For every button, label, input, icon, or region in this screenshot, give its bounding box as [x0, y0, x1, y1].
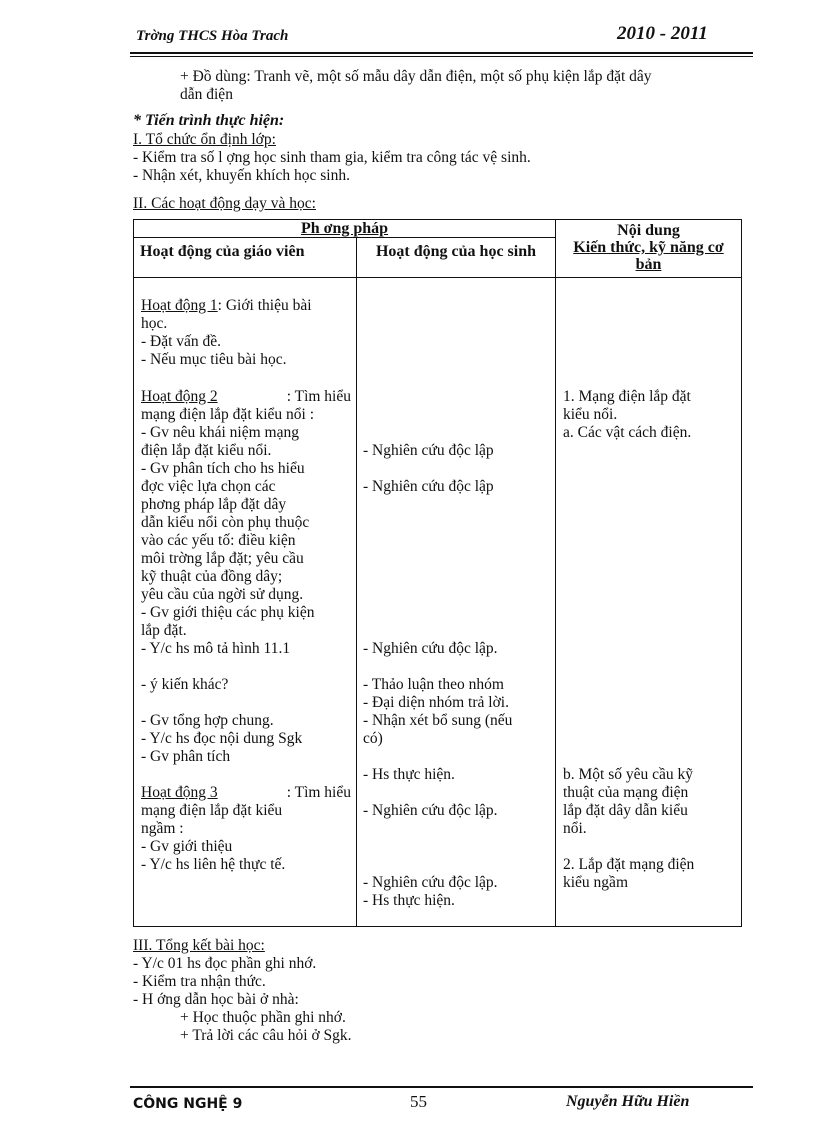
content-line: kiểu ngầm — [563, 874, 628, 891]
student-header: Hoạt động của học sinh — [357, 238, 556, 278]
teacher-line: - Gv phân tích cho hs hiểu — [141, 460, 305, 477]
teacher-line: môi trờng lắp đặt; yêu cầu — [141, 550, 304, 567]
lesson-table — [133, 219, 742, 927]
teacher-line: đợc việc lựa chọn các — [141, 478, 276, 495]
student-line: - Hs thực hiện. — [363, 766, 455, 783]
student-column — [357, 278, 556, 927]
teacher-line: - Đặt vấn đề. — [141, 333, 222, 350]
school-year: 2010 - 2011 — [617, 23, 708, 44]
content-line: 1. Mạng điện lắp đặt — [563, 388, 691, 405]
teacher-line: - Gv phân tích — [141, 748, 231, 765]
teacher-line: yêu cầu của ngời sử dụng. — [141, 586, 304, 603]
header-rule-thin — [130, 56, 753, 57]
teacher-line: phơng pháp lắp đặt dây — [141, 496, 287, 513]
student-line: - Nghiên cứu độc lập. — [363, 802, 498, 819]
content-line: kiểu nổi. — [563, 406, 618, 423]
activity-3-text: : Tìm hiểu — [286, 784, 351, 801]
school-name: Trờng THCS Hòa Trach — [136, 28, 289, 44]
activity-1-text: : Giới thiệu bài — [217, 297, 312, 314]
content-line: a. Các vật cách điện. — [563, 424, 692, 441]
teacher-line: lắp đặt. — [141, 622, 187, 639]
teacher-line: dẫn kiểu nổi còn phụ thuộc — [141, 514, 310, 531]
content-line: thuật của mạng điện — [563, 784, 689, 801]
student-line: - Nhận xét bổ sung (nếu — [363, 712, 513, 729]
teacher-line: - Gv giới thiệu các phụ kiện — [141, 604, 315, 621]
teacher-line: ngầm : — [141, 820, 184, 837]
process-title: * Tiến trình thực hiện: — [133, 112, 285, 129]
student-line: - Nghiên cứu độc lập — [363, 442, 494, 459]
org-item-2: - Nhận xét, khuyến khích học sinh. — [133, 167, 350, 184]
teacher-line: - Nếu mục tiêu bài học. — [141, 351, 287, 368]
summary-subitem: + Trả lời các câu hỏi ở Sgk. — [180, 1027, 352, 1044]
teacher-header: Hoạt động của giáo viên — [134, 238, 357, 278]
teacher-line: học. — [141, 315, 168, 332]
activity-2-text: : Tìm hiểu — [286, 388, 351, 405]
student-line: có) — [363, 730, 383, 747]
content-header-line-2: Kiến thức, kỹ năng cơ bản — [573, 239, 724, 273]
teacher-line: kỹ thuật của đồng dây; — [141, 568, 283, 585]
student-line: - Nghiên cứu độc lập — [363, 478, 494, 495]
summary-title: III. Tổng kết bài học: — [133, 937, 265, 954]
author-name: Nguyễn Hữu Hiền — [566, 1093, 690, 1110]
page-number: 55 — [410, 1092, 427, 1111]
subject-name: CÔNG NGHỆ 9 — [133, 1096, 243, 1112]
teacher-line: vào các yếu tố: điều kiện — [141, 532, 296, 549]
content-column — [556, 278, 742, 927]
summary-subitem: + Học thuộc phần ghi nhớ. — [180, 1009, 346, 1026]
teacher-line: - Y/c hs liên hệ thực tế. — [141, 856, 286, 873]
teacher-line: - Y/c hs đọc nội dung Sgk — [141, 730, 303, 747]
teacher-line: mạng điện lắp đặt kiểu — [141, 802, 283, 819]
student-line: - Nghiên cứu độc lập. — [363, 874, 498, 891]
content-line: 2. Lắp đặt mạng điện — [563, 856, 695, 873]
activity-1-label: Hoạt động 1 — [141, 297, 218, 314]
org-item-1: - Kiểm tra số l ợng học sinh tham gia, kiểm tra công tác vệ sinh. — [133, 149, 531, 166]
teacher-line: mạng điện lắp đặt kiểu nổi : — [141, 406, 315, 423]
content-header-line-1: Nội dung — [617, 222, 680, 239]
footer-rule — [130, 1086, 753, 1088]
teacher-column — [134, 278, 357, 927]
content-line: lắp đặt dây dẫn kiểu — [563, 802, 688, 819]
teacher-line: - Gv nêu khái niệm mạng — [141, 424, 299, 441]
student-line: - Hs thực hiện. — [363, 892, 455, 909]
summary-item: - Y/c 01 hs đọc phần ghi nhớ. — [133, 955, 317, 972]
teacher-line: - ý kiến khác? — [141, 676, 229, 693]
teacher-line: - Gv giới thiệu — [141, 838, 233, 855]
teacher-line: - Y/c hs mô tả hình 11.1 — [141, 640, 291, 657]
activities-title: II. Các hoạt động dạy và học: — [133, 195, 316, 212]
teacher-line: - Gv tổng hợp chung. — [141, 712, 274, 729]
student-line: - Nghiên cứu độc lập. — [363, 640, 498, 657]
student-line: - Thảo luận theo nhóm — [363, 676, 504, 693]
teacher-line: điện lắp đặt kiểu nổi. — [141, 442, 272, 459]
materials-line-2: dẫn điện — [180, 86, 233, 103]
org-title: I. Tổ chức ổn định lớp: — [133, 131, 276, 148]
header-rule — [130, 52, 753, 54]
student-line: - Đại diện nhóm trả lời. — [363, 694, 509, 711]
activity-3-label: Hoạt động 3 — [141, 784, 218, 801]
materials-line-1: + Đồ dùng: Tranh vẽ, một số mẫu dây dẫn điện, một số phụ kiện lắp đặt dây — [180, 68, 652, 85]
content-line: b. Một số yêu cầu kỹ — [563, 766, 694, 783]
method-header: Ph ơng pháp — [134, 220, 556, 238]
summary-item: - Kiểm tra nhận thức. — [133, 973, 266, 990]
content-header — [556, 220, 742, 278]
activity-2-label: Hoạt động 2 — [141, 388, 218, 405]
summary-item: - H ớng dẫn học bài ở nhà: — [133, 991, 299, 1008]
content-line: nổi. — [563, 820, 587, 837]
